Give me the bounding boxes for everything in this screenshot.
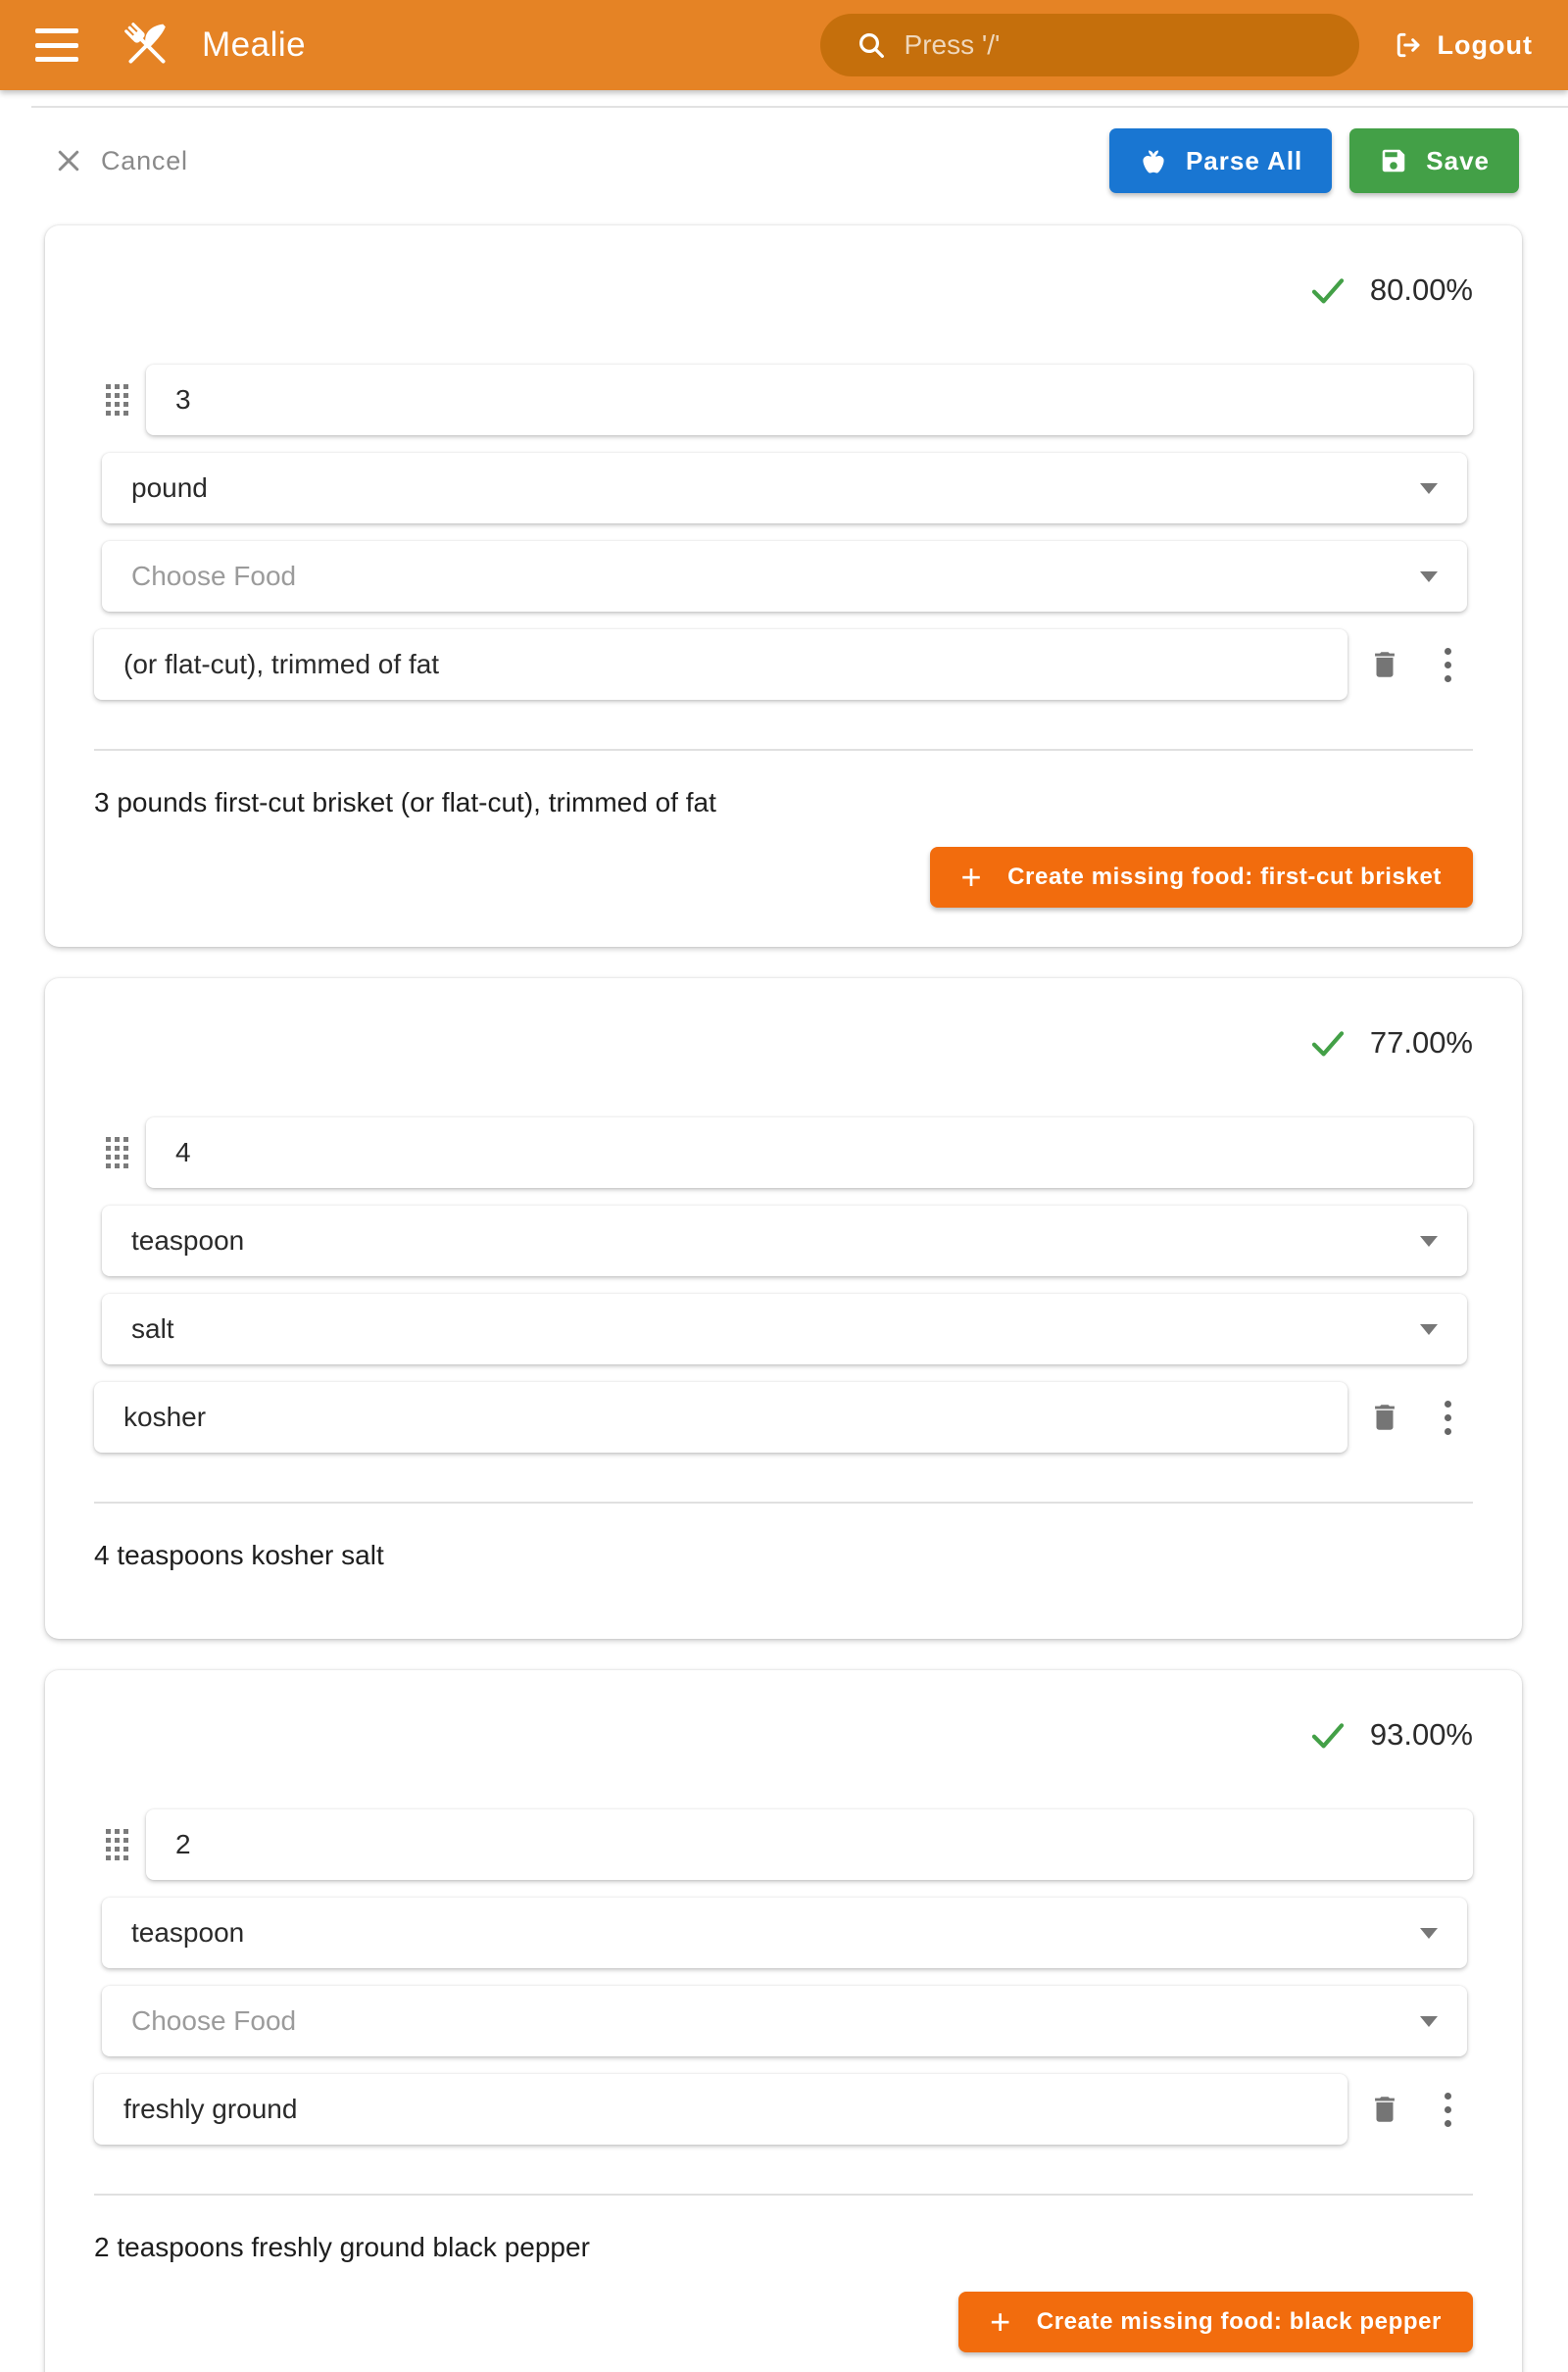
unit-select[interactable] [102,1898,1467,1968]
food-placeholder: Choose Food [131,2005,297,2036]
unit-value: pound [131,472,208,503]
toolbar [0,127,1568,194]
unit-value: teaspoon [131,1917,245,1948]
header-divider [31,106,1568,108]
create-missing-food-button[interactable]: + Create missing food: black pepper [958,2292,1473,2352]
kebab-icon [1445,648,1451,682]
kebab-icon [1445,2093,1451,2127]
save-label: Save [1426,145,1490,175]
ingredient-card [45,1670,1522,2372]
create-missing-food-label: Create missing food: first-cut brisket [1007,864,1442,890]
close-icon [54,146,83,175]
check-icon [1307,270,1348,311]
ingredient-card [45,978,1522,1639]
trash-icon [1368,2093,1401,2126]
drag-handle[interactable] [106,1829,128,1860]
cancel-label: Cancel [101,145,188,175]
note-input[interactable] [94,629,1348,700]
search-icon [856,29,887,61]
chevron-down-icon [1420,571,1438,582]
chevron-down-icon [1420,1324,1438,1335]
confidence-value: 93.00% [1369,1717,1473,1752]
food-select[interactable] [102,1294,1467,1364]
trash-icon [1368,1401,1401,1434]
note-input[interactable] [94,1382,1348,1453]
check-icon [1307,1714,1348,1755]
more-options-button[interactable] [1422,1392,1473,1443]
original-ingredient-text: 4 teaspoons kosher salt [94,1540,384,1570]
check-icon [1307,1022,1348,1063]
unit-select[interactable] [102,1206,1467,1276]
quantity-input[interactable] [146,1117,1473,1188]
parse-all-label: Parse All [1185,145,1303,175]
ingredient-card [45,225,1522,947]
unit-value: teaspoon [131,1225,245,1256]
create-missing-food-label: Create missing food: black pepper [1036,2308,1442,2335]
parse-all-button[interactable] [1109,128,1332,193]
search-input[interactable] [820,14,1359,76]
unit-select[interactable] [102,453,1467,523]
original-ingredient-text: 3 pounds first-cut brisket (or flat-cut), trimmed of fat [94,787,716,817]
logout-icon [1393,29,1424,61]
confidence-value: 77.00% [1369,1025,1473,1060]
chevron-down-icon [1420,2016,1438,2027]
card-divider [94,1502,1473,1504]
chevron-down-icon [1420,483,1438,494]
card-divider [94,2194,1473,2196]
quantity-input[interactable] [146,365,1473,435]
chevron-down-icon [1420,1928,1438,1939]
original-ingredient-text: 2 teaspoons freshly ground black pepper [94,2232,590,2262]
confidence-value: 80.00% [1369,272,1473,307]
confidence-row [94,1715,1473,1754]
food-select[interactable] [102,1986,1467,2056]
app-bar [0,0,1568,90]
more-options-button[interactable] [1422,639,1473,690]
food-value: salt [131,1313,174,1344]
app-title: Mealie [202,25,307,64]
trash-icon [1368,648,1401,681]
save-icon [1379,146,1408,175]
menu-icon[interactable] [35,28,78,62]
chevron-down-icon [1420,1236,1438,1247]
cancel-button[interactable] [54,146,188,176]
food-placeholder: Choose Food [131,561,297,591]
logout-label: Logout [1437,29,1533,60]
create-missing-food-button[interactable]: + Create missing food: first-cut brisket [930,847,1474,908]
delete-button[interactable] [1359,1392,1410,1443]
quantity-input[interactable] [146,1809,1473,1880]
mealie-logo-icon [118,16,176,74]
confidence-row [94,271,1473,310]
delete-button[interactable] [1359,2084,1410,2135]
apple-icon [1139,146,1168,175]
delete-button[interactable] [1359,639,1410,690]
drag-handle[interactable] [106,1137,128,1168]
confidence-row [94,1023,1473,1062]
more-options-button[interactable] [1422,2084,1473,2135]
kebab-icon [1445,1401,1451,1435]
logout-button[interactable] [1393,29,1533,61]
note-input[interactable] [94,2074,1348,2145]
search-placeholder: Press '/' [904,29,1001,60]
card-divider [94,749,1473,751]
food-select[interactable] [102,541,1467,612]
save-button[interactable] [1349,128,1519,193]
drag-handle[interactable] [106,384,128,416]
